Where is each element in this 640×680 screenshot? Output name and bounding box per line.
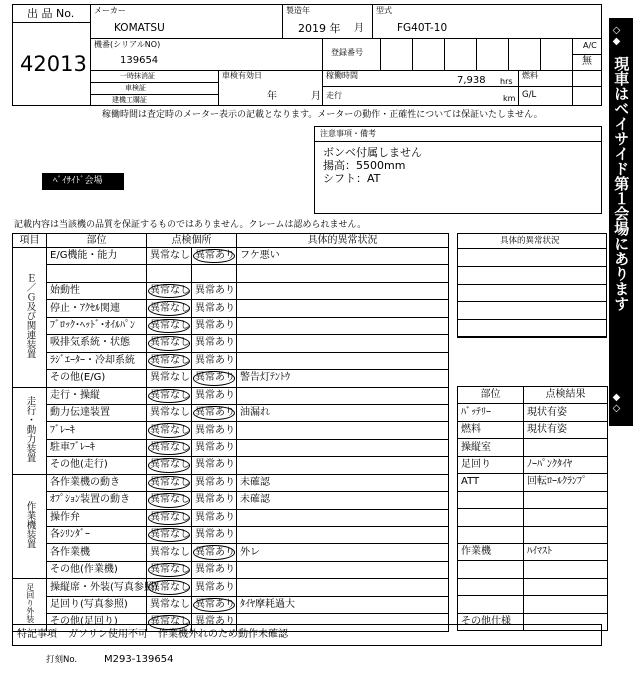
detail-cell: ﾀｲﾔ摩耗過大 [237, 596, 449, 613]
check-circle-mark [148, 580, 190, 594]
remarks-text: ガソリン使用不可 作業機外れのため動作未確認 [68, 629, 288, 640]
vehicle-cert-label: 車検証 [125, 84, 146, 92]
group-label: Ｅ／Ｇ及び関連装置 [24, 273, 36, 359]
check-circle-mark [148, 423, 190, 437]
abnormal-option: 異常あり [195, 337, 235, 349]
normal-cell [147, 317, 192, 334]
normal-cell [147, 370, 192, 387]
abnormal-option: 異常あり [195, 564, 235, 576]
detail-cell: 外レ [237, 544, 449, 561]
check-circle-mark [148, 319, 190, 333]
table-row [13, 474, 449, 491]
km-unit: km [503, 94, 516, 103]
normal-option: 異常なし [150, 511, 190, 523]
part-cell: その他(E/G) [47, 370, 147, 387]
detail-cell [237, 335, 449, 352]
part-cell: ﾌﾞﾛｯｸ･ﾍｯﾄﾞ･ｵｲﾙﾊﾟﾝ [47, 317, 147, 334]
check-circle-mark [193, 545, 235, 559]
year-unit: 年 [267, 91, 277, 102]
model-value: FG40T-10 [397, 22, 448, 34]
group-label-cell [13, 248, 47, 388]
machine-cert-label: 建機工購証 [112, 96, 147, 104]
part-cell: 吸排気系統・状態 [47, 335, 147, 352]
abnormal-cell [192, 335, 237, 352]
right-result-cell [524, 491, 608, 508]
group-label: 足回り外装 [25, 583, 35, 624]
detail-cell [237, 422, 449, 439]
abnormal-cell [192, 404, 237, 421]
detail-cell [237, 439, 449, 456]
normal-cell [147, 387, 192, 404]
mileage-label: 走行 [326, 91, 342, 100]
abnormal-option: 異常あり [195, 546, 235, 558]
list-item [458, 439, 608, 456]
normal-option: 異常なし [150, 250, 190, 262]
right-result-cell [524, 613, 608, 630]
divider [372, 4, 373, 38]
right-part-cell: その他仕様 [458, 613, 524, 630]
right-result-cell [524, 561, 608, 578]
divider [90, 38, 602, 39]
normal-option: 異常なし [150, 285, 190, 297]
abnormal-option: 異常あり [195, 581, 235, 593]
divider [282, 4, 283, 38]
abnormal-option: 異常あり [195, 442, 235, 454]
list-item [458, 526, 608, 543]
normal-cell [147, 509, 192, 526]
normal-option: 異常なし [150, 337, 190, 349]
table-row [13, 422, 449, 439]
check-circle-mark [148, 284, 190, 298]
table-row [13, 457, 449, 474]
hours-label: 稼働時間 [326, 71, 358, 80]
detail-cell [237, 300, 449, 317]
abnormal-cell [192, 544, 237, 561]
table-row [13, 335, 449, 352]
group-label-cell [13, 387, 47, 474]
abnormal-option: 異常あり [195, 616, 235, 628]
normal-option: 異常なし [150, 529, 190, 541]
hours-value: 7,938 [457, 75, 486, 86]
abnormal-cell [192, 561, 237, 578]
normal-cell [147, 457, 192, 474]
list-item [458, 421, 608, 438]
table-row [13, 527, 449, 544]
col-part-header: 部位 [47, 234, 147, 248]
normal-cell [147, 282, 192, 299]
col-check-header: 点検個所 [147, 234, 237, 248]
detail-cell: 油漏れ [237, 404, 449, 421]
normal-option: 異常なし [150, 564, 190, 576]
normal-option: 異常なし [150, 407, 190, 419]
detail-cell: 未確認 [237, 492, 449, 509]
list-item [458, 509, 608, 526]
detail-cell [237, 317, 449, 334]
list-item [458, 578, 608, 595]
maker-value: KOMATSU [114, 22, 165, 34]
right-part-cell: 燃料 [458, 421, 524, 438]
check-circle-mark [148, 301, 190, 315]
normal-option: 異常なし [150, 581, 190, 593]
divider [508, 38, 509, 70]
normal-option: 異常なし [150, 476, 190, 488]
abnormal-cell [192, 317, 237, 334]
list-item [458, 596, 608, 613]
side-banner-top: ◇◆ [611, 25, 622, 47]
notes-label: 注意事項・備考 [320, 129, 376, 138]
part-cell: 操縦席・外装(写真参照) [47, 579, 147, 596]
check-circle-mark [193, 598, 235, 612]
ac-label: A/C [583, 41, 597, 50]
hours-unit: hrs [500, 77, 513, 86]
inspection-label: 車検有効日 [222, 71, 262, 80]
check-circle-mark [148, 528, 190, 542]
abnormal-option: 異常あり [195, 354, 235, 366]
check-circle-mark [148, 493, 190, 507]
table-row [13, 248, 449, 265]
abnormal-cell [192, 474, 237, 491]
year-label: 製造年 [286, 6, 310, 15]
normal-cell [147, 352, 192, 369]
right-detail-header: 具体的異常状況 [500, 236, 560, 246]
model-label: 型式 [376, 6, 392, 15]
list-item [458, 474, 608, 491]
table-row [13, 544, 449, 561]
divider [90, 82, 218, 83]
divider [322, 86, 602, 87]
detail-cell [237, 282, 449, 299]
divider [457, 284, 607, 285]
table-row [13, 317, 449, 334]
normal-cell [147, 404, 192, 421]
col-detail-header: 具体的異常状況 [237, 234, 449, 248]
part-cell: 走行・操縦 [47, 387, 147, 404]
right-part-cell: 操縦室 [458, 439, 524, 456]
normal-option: 異常なし [150, 302, 190, 314]
right-result-cell: 回転ﾛｰﾙｸﾗﾝﾌﾟ [524, 474, 608, 491]
right-result-cell [524, 526, 608, 543]
notes-line: 揚高：5500mm [323, 159, 406, 172]
divider [518, 70, 519, 106]
check-circle-mark [193, 406, 235, 420]
right-part-cell: ATT [458, 474, 524, 491]
reg-label: 登録番号 [331, 48, 363, 57]
abnormal-cell [192, 509, 237, 526]
table-row [13, 352, 449, 369]
detail-cell [237, 352, 449, 369]
right-part-cell [458, 509, 524, 526]
right-result-cell [524, 596, 608, 613]
abnormal-cell [192, 387, 237, 404]
normal-cell [147, 579, 192, 596]
divider [540, 38, 541, 70]
detail-cell [237, 265, 449, 282]
notes-line: ボンベ付属しません [323, 146, 422, 159]
check-circle-mark [193, 371, 235, 385]
abnormal-option: 異常あり [195, 250, 235, 262]
detail-cell [237, 527, 449, 544]
check-circle-mark [193, 249, 235, 263]
divider [218, 70, 219, 106]
abnormal-cell [192, 300, 237, 317]
detail-cell [237, 579, 449, 596]
table-row [13, 492, 449, 509]
normal-cell [147, 439, 192, 456]
table-row [13, 300, 449, 317]
list-item [458, 456, 608, 473]
detail-cell [237, 387, 449, 404]
right-part-cell [458, 596, 524, 613]
abnormal-cell [192, 457, 237, 474]
divider [12, 22, 90, 23]
part-cell: 足回り(写真参照) [47, 596, 147, 613]
side-banner-text: 現車はベイサイド第１会場にあります [612, 56, 631, 311]
divider [322, 38, 323, 106]
normal-option: 異常なし [150, 354, 190, 366]
divider [314, 141, 602, 142]
right-part-cell: 足回り [458, 456, 524, 473]
abnormal-cell [192, 352, 237, 369]
table-row [13, 370, 449, 387]
divider [90, 4, 91, 106]
empty-cell [192, 265, 237, 282]
lot-number: 42013 [20, 52, 87, 76]
check-circle-mark [148, 441, 190, 455]
divider [412, 38, 413, 70]
normal-cell [147, 596, 192, 613]
detail-cell: 警告灯ﾃﾝﾄｳ [237, 370, 449, 387]
table-row [13, 404, 449, 421]
maker-label: メーカー [94, 6, 126, 15]
abnormal-option: 異常あり [195, 285, 235, 297]
side-banner-bottom: ◆◇ [611, 392, 622, 414]
list-item [458, 561, 608, 578]
normal-cell [147, 335, 192, 352]
divider [457, 248, 607, 249]
abnormal-option: 異常あり [195, 598, 235, 610]
right-part-cell: 作業機 [458, 543, 524, 560]
part-cell: 各作業機の動き [47, 474, 147, 491]
abnormal-cell [192, 596, 237, 613]
group-label-cell [13, 474, 47, 579]
table-row [13, 561, 449, 578]
check-circle-mark [148, 389, 190, 403]
right-result-cell: ﾉｰﾊﾟﾝｸﾀｲﾔ [524, 456, 608, 473]
check-circle-mark [148, 563, 190, 577]
part-cell: 操作弁 [47, 509, 147, 526]
detail-cell [237, 457, 449, 474]
header-block [12, 4, 602, 106]
check-circle-mark [148, 354, 190, 368]
normal-option: 異常なし [150, 459, 190, 471]
abnormal-option: 異常あり [195, 407, 235, 419]
abnormal-cell [192, 282, 237, 299]
list-item [458, 543, 608, 560]
normal-option: 異常なし [150, 424, 190, 436]
abnormal-option: 異常あり [195, 424, 235, 436]
abnormal-cell [192, 439, 237, 456]
table-row [13, 387, 449, 404]
abnormal-cell [192, 248, 237, 265]
right-part-cell [458, 578, 524, 595]
abnormal-option: 異常あり [195, 319, 235, 331]
normal-cell [147, 544, 192, 561]
normal-cell [147, 492, 192, 509]
ac-value: 無 [582, 56, 592, 67]
part-cell: ﾗｼﾞｴｰﾀｰ・冷却系統 [47, 352, 147, 369]
right-result-cell [524, 509, 608, 526]
temp-cert-label: 一時抹消証 [120, 72, 155, 80]
detail-cell [237, 509, 449, 526]
normal-option: 異常なし [150, 616, 190, 628]
part-cell: 動力伝達装置 [47, 404, 147, 421]
fuel-label: 燃料 [522, 71, 538, 80]
normal-option: 異常なし [150, 598, 190, 610]
part-cell: 各ｼﾘﾝﾀﾞｰ [47, 527, 147, 544]
month-unit: 月 [354, 23, 364, 34]
part-cell: その他(作業機) [47, 561, 147, 578]
normal-cell [147, 248, 192, 265]
part-cell [47, 265, 147, 282]
part-cell: その他(足回り) [47, 614, 147, 631]
check-circle-mark [148, 511, 190, 525]
check-circle-mark [148, 336, 190, 350]
year-value: 2019 年 [298, 22, 341, 35]
check-circle-mark [148, 458, 190, 472]
hours-notice: 稼働時間は査定時のメーター表示の記載となります。メーターの動作・正確性については保証いたしません。 [102, 110, 543, 120]
abnormal-option: 異常あり [195, 476, 235, 488]
detail-cell [237, 561, 449, 578]
right-table-header [458, 387, 608, 404]
check-result-table [457, 386, 608, 631]
group-label: 作業機装置 [24, 501, 36, 549]
part-cell: ﾌﾞﾚｰｷ [47, 422, 147, 439]
part-cell: 始動性 [47, 282, 147, 299]
divider [572, 38, 573, 106]
abnormal-cell [192, 527, 237, 544]
normal-option: 異常なし [150, 494, 190, 506]
abnormal-option: 異常あり [195, 459, 235, 471]
abnormal-option: 異常あり [195, 302, 235, 314]
venue-badge-label: ﾍﾞｲｻｲﾄﾞ会場 [53, 176, 103, 186]
table-row [13, 596, 449, 613]
normal-cell [147, 561, 192, 578]
table-row [13, 265, 449, 282]
part-cell: ｵﾌﾟｼｮﾝ装置の動き [47, 492, 147, 509]
abnormal-cell [192, 370, 237, 387]
abnormal-option: 異常あり [195, 494, 235, 506]
table-row [13, 579, 449, 596]
group-label: 走行・動力装置 [24, 395, 36, 463]
list-item [458, 613, 608, 630]
list-item [458, 491, 608, 508]
divider [380, 38, 381, 70]
part-cell: 各作業機 [47, 544, 147, 561]
right-col-result: 点検結果 [524, 387, 608, 404]
divider [457, 266, 607, 267]
abnormal-cell [192, 422, 237, 439]
table-row [13, 439, 449, 456]
abnormal-option: 異常あり [195, 389, 235, 401]
abnormal-cell [192, 579, 237, 596]
divider [476, 38, 477, 70]
remarks-label: 特記事項 [17, 629, 57, 640]
divider [457, 301, 607, 302]
part-cell: 駐車ﾌﾞﾚｰｷ [47, 439, 147, 456]
normal-cell [147, 474, 192, 491]
normal-option: 異常なし [150, 442, 190, 454]
right-result-cell [524, 439, 608, 456]
normal-option: 異常なし [150, 546, 190, 558]
check-circle-mark [148, 476, 190, 490]
serial-value: 139654 [120, 55, 159, 66]
abnormal-option: 異常あり [195, 511, 235, 523]
part-cell: E/G機能・能力 [47, 248, 147, 265]
disclaimer: 記載内容は当該機の品質を保証するものではありません。クレームは認められません。 [14, 220, 367, 230]
notes-line: シフト：AT [323, 172, 381, 185]
right-part-cell [458, 491, 524, 508]
normal-cell [147, 527, 192, 544]
divider [457, 337, 607, 338]
right-result-cell [524, 578, 608, 595]
normal-option: 異常なし [150, 372, 190, 384]
right-part-cell: ﾊﾞｯﾃﾘｰ [458, 404, 524, 421]
divider [90, 94, 218, 95]
serial-label: 機番(シリアルNO) [94, 40, 161, 49]
lot-label: 出 品 No. [27, 7, 75, 20]
abnormal-option: 異常あり [195, 372, 235, 384]
right-result-cell: 現状有姿 [524, 404, 608, 421]
normal-cell [147, 300, 192, 317]
part-cell: 停止・ｱｸｾﾙ関連 [47, 300, 147, 317]
table-row [13, 509, 449, 526]
month-unit-2: 月 [311, 91, 321, 102]
inspection-table [12, 233, 449, 632]
part-cell: その他(走行) [47, 457, 147, 474]
table-header-row [13, 234, 449, 248]
divider [572, 54, 602, 55]
normal-option: 異常なし [150, 319, 190, 331]
stamp-label: 打刻No. [46, 655, 78, 665]
right-result-cell: 現状有姿 [524, 421, 608, 438]
detail-cell: フケ悪い [237, 248, 449, 265]
detail-cell: 未確認 [237, 474, 449, 491]
col-item-header: 項目 [13, 234, 47, 248]
normal-option: 異常なし [150, 389, 190, 401]
abnormal-option: 異常あり [195, 529, 235, 541]
right-col-part: 部位 [458, 387, 524, 404]
divider [444, 38, 445, 70]
abnormal-cell [192, 492, 237, 509]
divider [457, 319, 607, 320]
empty-cell [147, 265, 192, 282]
right-part-cell [458, 526, 524, 543]
stamp-number: M293-139654 [104, 654, 174, 665]
table-row [13, 282, 449, 299]
right-part-cell [458, 561, 524, 578]
fuel-value: G/L [522, 90, 537, 100]
right-result-cell: ﾊｲﾏｽﾄ [524, 543, 608, 560]
normal-cell [147, 422, 192, 439]
list-item [458, 404, 608, 421]
